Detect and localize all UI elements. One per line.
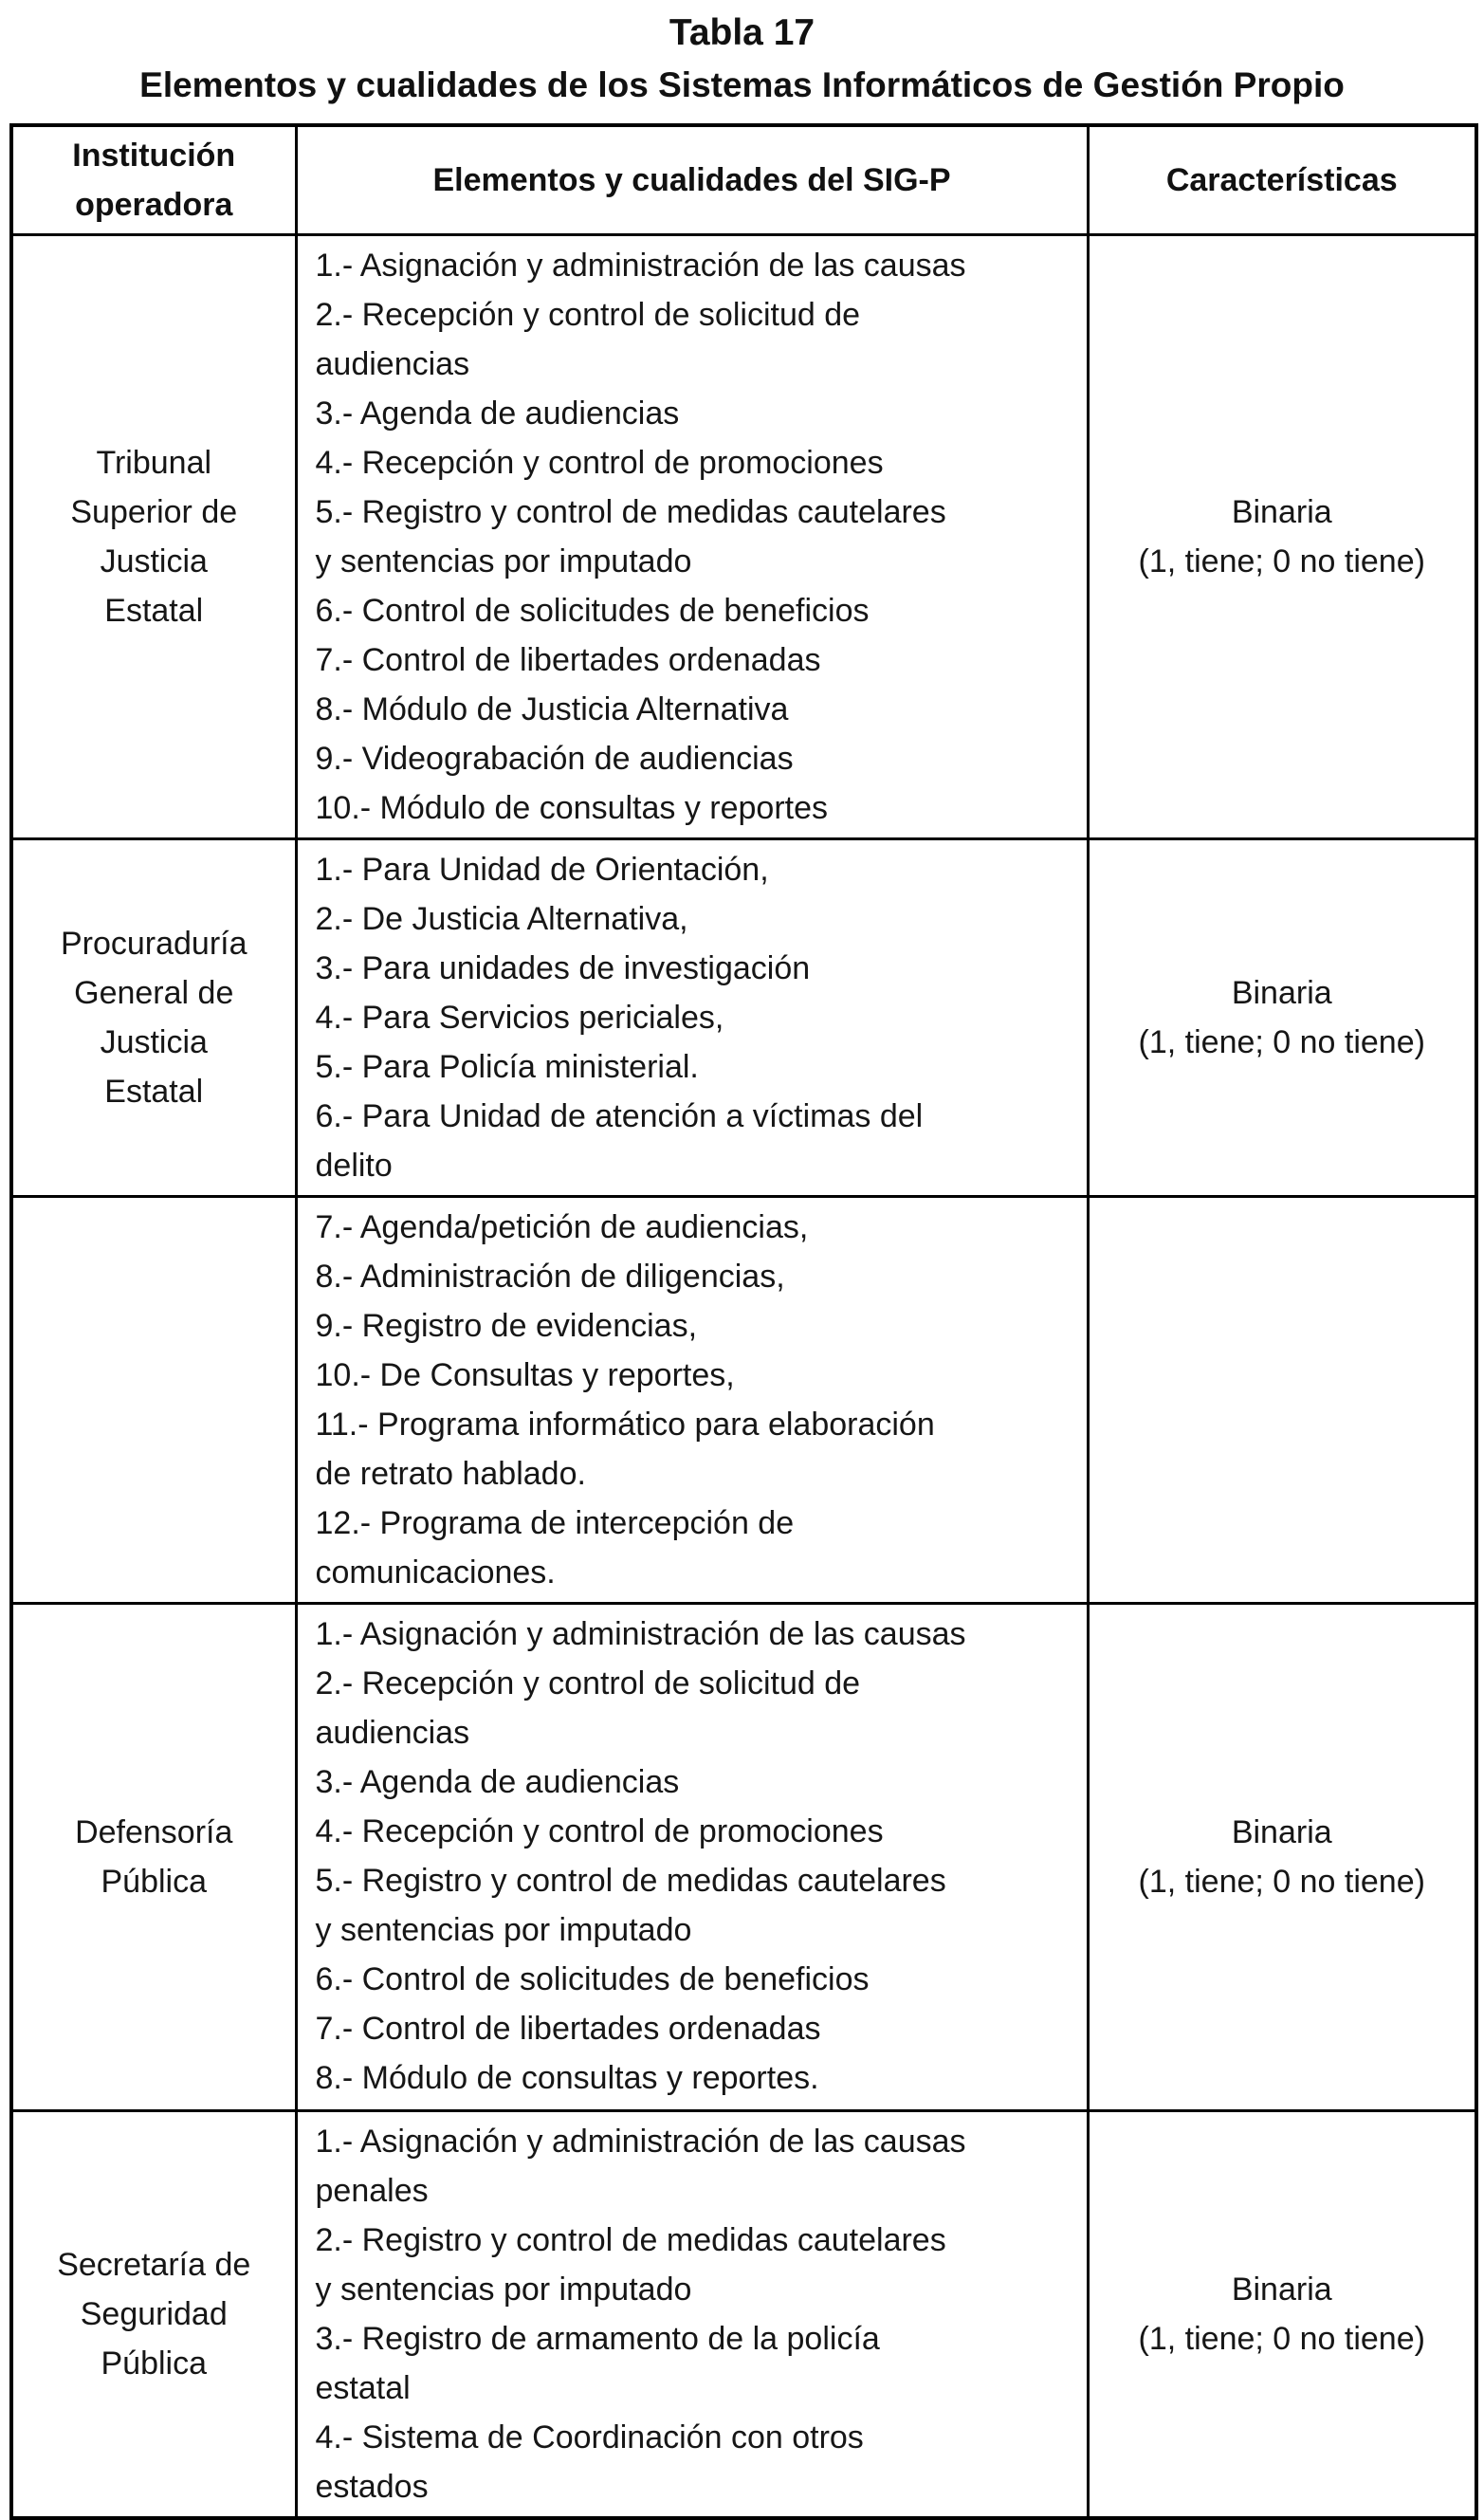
sig-p-table bbox=[9, 123, 1478, 2520]
text-line: 7.- Agenda/petición de audiencias, bbox=[315, 1209, 809, 1245]
text-line: Tribunal bbox=[96, 445, 212, 481]
text-line: General de bbox=[74, 975, 234, 1011]
institution-cell bbox=[11, 235, 296, 839]
table-body bbox=[11, 235, 1476, 2519]
text-line: Seguridad bbox=[80, 2296, 228, 2332]
institution-cell bbox=[11, 2111, 296, 2519]
text-line: (1, tiene; 0 no tiene) bbox=[1138, 543, 1425, 579]
text-line: 10.- Módulo de consultas y reportes bbox=[315, 790, 829, 826]
text-line: (1, tiene; 0 no tiene) bbox=[1138, 2321, 1425, 2357]
text-line: 1.- Para Unidad de Orientación, bbox=[315, 852, 769, 888]
text-line: 6.- Control de solicitudes de beneficios bbox=[315, 593, 870, 629]
text-line: 5.- Para Policía ministerial. bbox=[315, 1049, 699, 1085]
table-row bbox=[11, 1197, 1476, 1604]
text-line: comunicaciones. bbox=[315, 1554, 556, 1591]
text-line: 4.- Para Servicios periciales, bbox=[315, 1000, 724, 1036]
text-line: Superior de bbox=[70, 494, 238, 530]
text-line: Pública bbox=[101, 1864, 207, 1900]
table-row bbox=[11, 2111, 1476, 2519]
text-line: 1.- Asignación y administración de las causas bbox=[315, 1616, 966, 1652]
text-line: 12.- Programa de intercepción de bbox=[315, 1505, 795, 1541]
text-line: Justicia bbox=[100, 1024, 208, 1060]
text-line: 4.- Sistema de Coordinación con otros bbox=[315, 2419, 864, 2456]
text-line: 2.- Recepción y control de solicitud de bbox=[315, 1665, 861, 1701]
institution-cell bbox=[11, 839, 296, 1197]
elements-cell bbox=[296, 2111, 1088, 2519]
text-line: 3.- Agenda de audiencias bbox=[315, 1764, 680, 1800]
text-line: (1, tiene; 0 no tiene) bbox=[1138, 1864, 1425, 1900]
header-elementos-sig-p: Elementos y cualidades del SIG-P bbox=[296, 125, 1088, 235]
text-line: Procuraduría bbox=[60, 926, 247, 962]
text-line: 3.- Agenda de audiencias bbox=[315, 395, 680, 432]
text-line: 3.- Para unidades de investigación bbox=[315, 950, 811, 986]
text-line: Binaria bbox=[1231, 1814, 1332, 1850]
text-line: audiencias bbox=[315, 346, 470, 382]
text-line: 6.- Para Unidad de atención a víctimas del bbox=[315, 1098, 924, 1134]
characteristics-cell bbox=[1088, 839, 1476, 1197]
text-line: 8.- Administración de diligencias, bbox=[315, 1259, 785, 1295]
table-subtitle: Elementos y cualidades de los Sistemas Informáticos de Gestión Propio bbox=[139, 65, 1345, 104]
table-row bbox=[11, 235, 1476, 839]
text-line: Estatal bbox=[104, 593, 204, 629]
text-line: estados bbox=[315, 2469, 429, 2505]
text-line: estatal bbox=[315, 2370, 411, 2406]
text-line: de retrato hablado. bbox=[315, 1456, 586, 1492]
institution-cell bbox=[11, 1604, 296, 2111]
text-line: Secretaría de bbox=[57, 2247, 251, 2283]
characteristics-cell bbox=[1088, 1197, 1476, 1604]
table-header bbox=[11, 125, 1476, 235]
text-line: 1.- Asignación y administración de las causas bbox=[315, 248, 966, 284]
characteristics-cell bbox=[1088, 1604, 1476, 2111]
text-line: Defensoría bbox=[75, 1814, 233, 1850]
text-line: 7.- Control de libertades ordenadas bbox=[315, 642, 821, 678]
text-line: 5.- Registro y control de medidas cautelares bbox=[315, 494, 946, 530]
text-line: 1.- Asignación y administración de las causas bbox=[315, 2124, 966, 2160]
text-line: 2.- Registro y control de medidas cautelares bbox=[315, 2222, 946, 2258]
table-row bbox=[11, 1604, 1476, 2111]
table-title: Tabla 17 bbox=[669, 12, 815, 53]
characteristics-cell bbox=[1088, 2111, 1476, 2519]
text-line: 4.- Recepción y control de promociones bbox=[315, 1813, 884, 1849]
text-line: 6.- Control de solicitudes de beneficios bbox=[315, 1961, 870, 1997]
characteristics-cell bbox=[1088, 235, 1476, 839]
text-line: y sentencias por imputado bbox=[315, 543, 692, 579]
table-row bbox=[11, 839, 1476, 1197]
text-line: Justicia bbox=[100, 543, 208, 579]
elements-cell bbox=[296, 1197, 1088, 1604]
text-line: 5.- Registro y control de medidas cautelares bbox=[315, 1863, 946, 1899]
text-line: Binaria bbox=[1231, 975, 1332, 1011]
text-line: 9.- Videograbación de audiencias bbox=[315, 741, 794, 777]
text-line: 8.- Módulo de consultas y reportes. bbox=[315, 2060, 819, 2096]
institution-cell bbox=[11, 1197, 296, 1604]
text-line: 7.- Control de libertades ordenadas bbox=[315, 2011, 821, 2047]
elements-cell bbox=[296, 1604, 1088, 2111]
text-line: (1, tiene; 0 no tiene) bbox=[1138, 1024, 1425, 1060]
text-line: Estatal bbox=[104, 1074, 204, 1110]
text-line: penales bbox=[315, 2173, 429, 2209]
text-line: Binaria bbox=[1231, 494, 1332, 530]
text-line: 3.- Registro de armamento de la policía bbox=[315, 2321, 880, 2357]
text-line: Binaria bbox=[1231, 2272, 1332, 2308]
text-line: y sentencias por imputado bbox=[315, 2272, 692, 2308]
text-line: 10.- De Consultas y reportes, bbox=[315, 1357, 735, 1393]
elements-cell bbox=[296, 839, 1088, 1197]
header-caracteristicas: Características bbox=[1088, 125, 1476, 235]
text-line: 4.- Recepción y control de promociones bbox=[315, 445, 884, 481]
text-line: 2.- Recepción y control de solicitud de bbox=[315, 297, 861, 333]
header-institucion-operadora: Institución operadora bbox=[11, 125, 296, 235]
text-line: y sentencias por imputado bbox=[315, 1912, 692, 1948]
text-line: 2.- De Justicia Alternativa, bbox=[315, 901, 688, 937]
text-line: 8.- Módulo de Justicia Alternativa bbox=[315, 691, 789, 727]
text-line: 11.- Programa informático para elaboración bbox=[315, 1407, 935, 1443]
text-line: delito bbox=[315, 1148, 393, 1184]
text-line: 9.- Registro de evidencias, bbox=[315, 1308, 698, 1344]
elements-cell bbox=[296, 235, 1088, 839]
text-line: audiencias bbox=[315, 1715, 470, 1751]
header-row bbox=[11, 125, 1476, 235]
text-line: Pública bbox=[101, 2345, 207, 2382]
